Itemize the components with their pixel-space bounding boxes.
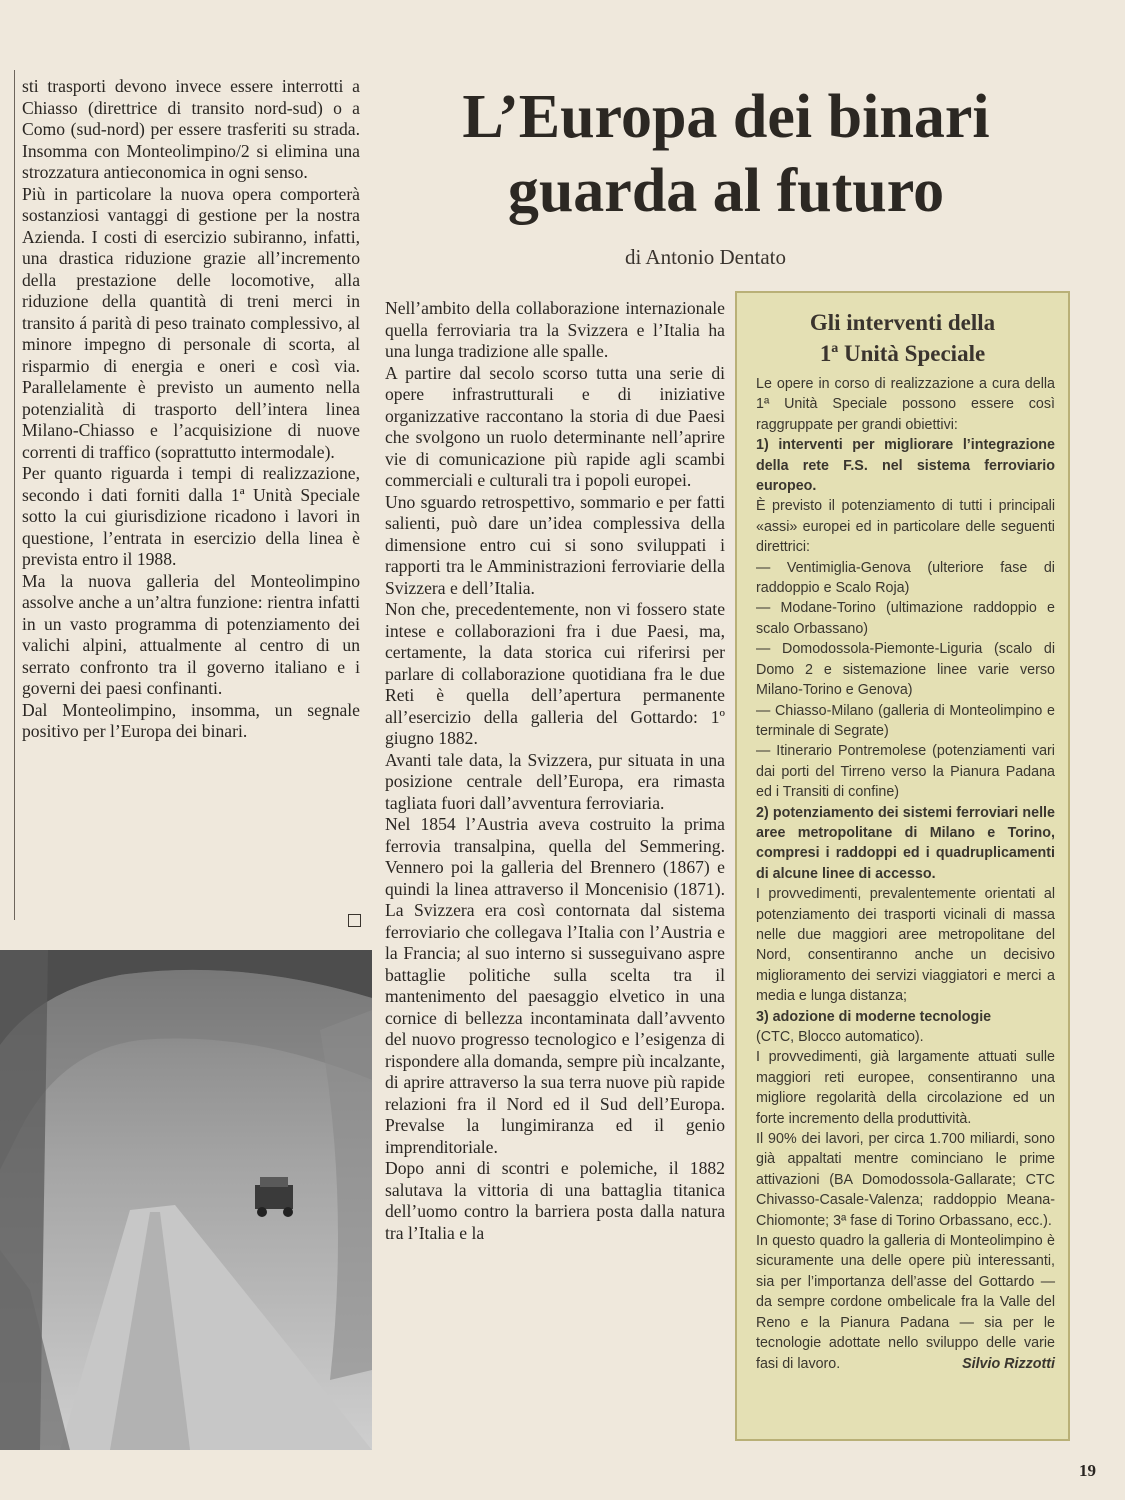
left-paragraph: Ma la nuova galleria del Monteolimpino assolve anche a un’altra funzione: rientra infatti in un vasto programma di potenziamento dei valichi alpini, attualmente al centro di un serrato confronto tra il governo italiano e i governi dei paesi confinanti.: [22, 570, 360, 698]
sidebar-point-text: I provvedimenti, già largamente attuati sulle maggiori reti europee, consentiranno una migliore regolarità della circolazione ed un forte incremento della produttività.: [756, 1049, 1055, 1127]
tunnel-photo-illustration: [0, 950, 372, 1450]
sidebar-progress: Il 90% dei lavori, per circa 1.700 miliardi, sono già appaltati mentre cominciano le prime attivazioni (BA Domodossola-Gallarate; CTC Chivasso-Casale-Valenza; raddoppio Meana-Chiomonte; 3ª fase di Torino Orbassano, ecc.).: [756, 1131, 1055, 1229]
middle-paragraph: Non che, precedentemente, non vi fossero state intese e collaborazioni fra i due Paesi, ma, certamente, la data storica cui riferirsi per parlare di collaborazione quotidiana fra le due Reti è quella dell’apertura permanente all’esercizio della galleria del Gottardo: 1º giugno 1882.: [385, 599, 725, 748]
sidebar-list-item: — Modane-Torino (ultimazione raddoppio e scalo Orbassano): [756, 600, 1055, 637]
sidebar-title: [737, 307, 1068, 369]
sidebar-point-title: 1) interventi per migliorare l’integrazione della rete F.S. nel sistema ferroviario europeo.: [756, 437, 1055, 495]
left-paragraph: sti trasporti devono invece essere interrotti a Chiasso (direttrice di transito nord-sud) o a Como (sud-nord) per essere trasferiti su strada. Insomma con Monteolimpino/2 si elimina una strozzatura antieconomica in ogni senso.: [22, 76, 360, 182]
sidebar-body: [756, 374, 1055, 1374]
sidebar-conclusion: In questo quadro la galleria di Monteolimpino è sicuramente una delle opere più interessanti, sia per l’importanza dell’asse del Gottardo — da sempre cordone ombelicale fra la Valle del Reno e la Pianura Padana — sia per le tecnologie adottate nello sviluppo delle varie fasi di lavoro.: [756, 1233, 1055, 1372]
sidebar-list-item: — Chiasso-Milano (galleria di Monteolimpino e terminale di Segrate): [756, 702, 1055, 739]
middle-paragraph: Avanti tale data, la Svizzera, pur situata in una posizione centrale dell’Europa, era rimasta tagliata fuori dall’avventura ferroviaria.: [385, 749, 725, 813]
end-of-article-square-icon: [348, 914, 361, 927]
left-paragraph: Più in particolare la nuova opera comporterà sostanziosi vantaggi di gestione per la nostra Azienda. I costi di esercizio subiranno, infatti, una drastica riduzione grazie all’incremento della prestazione delle locomotive, alla riduzione della quantità di treni merci in transito á parità di peso trainato complessivo, al minore impegno di personale di scorta, al risparmio di energia e oneri e così via. Parallelamente è previsto un aumento nella potenzialità di trasporto dell’intera linea Milano-Chiasso e l’acquisizione di nuove correnti di traffico (soprattutto intermodale).: [22, 183, 360, 462]
middle-column: [385, 298, 725, 1244]
middle-paragraph: Nel 1854 l’Austria aveva costruito la prima ferrovia transalpina, quella del Semmering. Vennero poi la galleria del Brennero (1867) e quindi la linea attraverso il Moncenisio (1871). La Svizzera era così contornata dal sistema ferroviario che collegava l’Italia con l’Austria e la Francia; al suo interno si susseguivano aspre battaglie politiche sulla scelta tra il mantenimento del paesaggio elvetico in una cornice di bellezza incontaminata dall’avvento del nuovo progresso tecnologico e l’esigenza di rispondere alla domanda, sempre più incalzante, di aprire attraverso la sua terra nuove più rapide relazioni fra il Nord ed il Sud dell’Europa. Prevalse la lungimiranza ed il genio imprenditoriale.: [385, 814, 725, 1157]
sidebar-list-item: — Itinerario Pontremolese (potenziamenti vari dai porti del Tirreno verso la Pianura Padana ed i Transiti di confine): [756, 743, 1055, 801]
sidebar-title-line: 1ª Unità Speciale: [819, 341, 986, 366]
page-number: 19: [1079, 1461, 1096, 1480]
sidebar-point-title: 3) adozione di moderne tecnologie: [756, 1008, 992, 1025]
left-paragraph: Per quanto riguarda i tempi di realizzazione, secondo i dati forniti dalla 1ª Unità Speciale sotto la cui giurisdizione ricadono i lavori in questione, l’entrata in esercizio della linea è prevista entro il 1988.: [22, 463, 360, 569]
sidebar-list-item: — Ventimiglia-Genova (ulteriore fase di raddoppio e Scalo Roja): [756, 559, 1055, 597]
left-column: [22, 76, 360, 743]
sidebar-point-text: È previsto il potenziamento di tutti i principali «assi» europei ed in particolare delle seguenti direttrici:: [756, 498, 1055, 556]
middle-paragraph: A partire dal secolo scorso tutta una serie di opere infrastrutturali e di iniziative organizzative raccontano la storia di due Paesi che svolgono un ruolo determinante nell’aprire vie di comunicazione più rapide agli scambi commerciali e culturali tra i popoli europei.: [385, 362, 725, 490]
sidebar-point-title: 2) potenziamento dei sistemi ferroviari nelle aree metropolitane di Milano e Torino, compresi i raddoppi ed i quadruplicamenti di alcune linee di accesso.: [756, 804, 1055, 882]
headline-line: L’Europa dei binari: [462, 83, 990, 151]
headline-line: guarda al futuro: [507, 157, 945, 225]
left-paragraph: Dal Monteolimpino, insomma, un segnale positivo per l’Europa dei binari.: [22, 699, 360, 741]
column-rule: [14, 70, 15, 920]
middle-paragraph: Nell’ambito della collaborazione internazionale quella ferroviaria tra la Svizzera e l’Italia ha una lunga tradizione alle spalle.: [385, 298, 725, 361]
sidebar-point-text: I provvedimenti, prevalentemente orientati al potenziamento dei trasporti vicinali di massa nelle due maggiori aree metropolitane del Nord, consentiranno anche un decisivo miglioramento dei servizi viaggiatori e merci a media e lunga distanza;: [756, 886, 1055, 1005]
sidebar-point-text: (CTC, Blocco automatico).: [756, 1029, 924, 1045]
middle-paragraph: Dopo anni di scontri e polemiche, il 1882 salutava la vittoria di una battaglia titanica dell’uomo contro la barriera posta dalla natura tra l’Italia e la: [385, 1158, 725, 1243]
tunnel-photo: [0, 950, 372, 1450]
sidebar-box: [735, 291, 1070, 1441]
article-headline: [382, 80, 1070, 228]
sidebar-intro: Le opere in corso di realizzazione a cura della 1ª Unità Speciale possono essere così raggruppate per grandi obiettivi:: [756, 376, 1055, 433]
middle-paragraph: Uno sguardo retrospettivo, sommario e per fatti salienti, può dare un’idea complessiva della dimensione entro cui si sono sviluppati i rapporti tra le Amministrazioni ferroviarie della Svizzera e dell’Italia.: [385, 491, 725, 598]
sidebar-title-line: Gli interventi della: [809, 310, 996, 335]
article-byline: di Antonio Dentato: [625, 245, 786, 269]
sidebar-list-item: — Domodossola-Piemonte-Liguria (scalo di Domo 2 e sistemazione linee varie verso Milano-Torino e Genova): [756, 641, 1055, 699]
author-signature: Silvio Rizzotti: [962, 1355, 1055, 1372]
